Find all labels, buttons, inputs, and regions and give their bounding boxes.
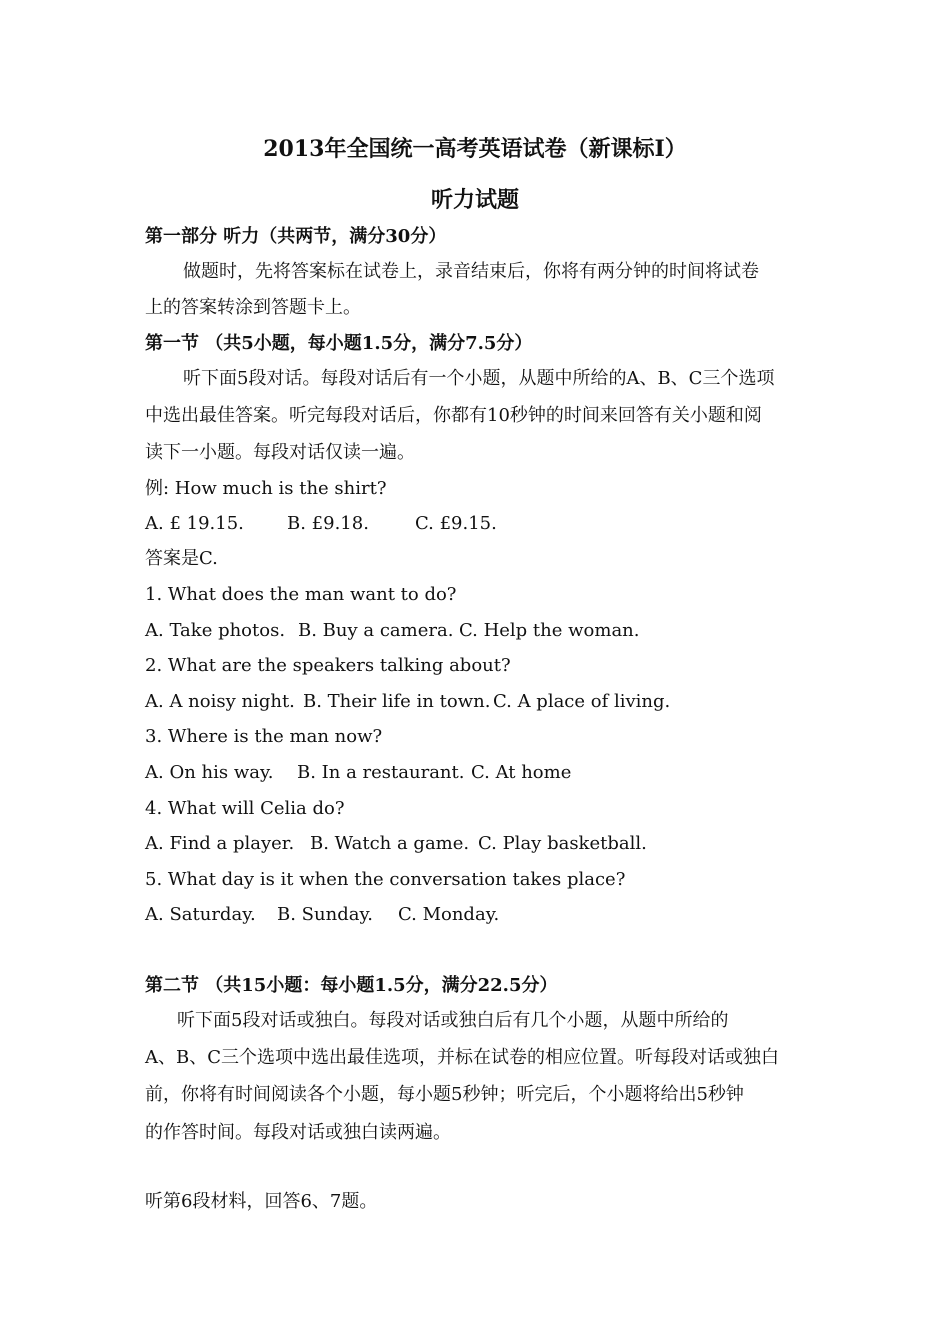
option-c: C. £9.15. — [415, 513, 497, 534]
option-c: C. Help the woman. — [459, 620, 640, 641]
option-a: A. £ 19.15. — [145, 513, 244, 534]
option-c: C. Monday. — [398, 904, 500, 925]
option-b: B. Sunday. — [277, 904, 373, 925]
option-c: C. At home — [471, 762, 572, 783]
option-a: A. Take photos. — [145, 620, 286, 641]
option-b: B. Their life in town. — [303, 691, 491, 712]
section2-instruction-line: 前，你将有时间阅读各个小题，每小题5秒钟；听完后，个小题将给出5秒钟 — [145, 1084, 744, 1105]
option-a: A. Find a player. — [145, 833, 295, 854]
option-b: B. £9.18. — [287, 513, 369, 534]
option-a: A. Saturday. — [145, 904, 256, 925]
section2-heading: 第二节 （共15小题：每小题1.5分，满分22.5分） — [145, 975, 558, 996]
page-title: 2013年全国统一高考英语试卷（新课标I） — [263, 136, 687, 162]
question-1-options — [145, 619, 810, 643]
option-c: C. A place of living. — [493, 691, 671, 712]
option-b: B. Watch a game. — [310, 833, 470, 854]
part1-heading: 第一部分 听力（共两节，满分30分） — [145, 226, 447, 247]
option-a: A. A noisy night. — [145, 691, 295, 712]
example-question: 例: How much is the shirt? — [145, 478, 387, 499]
section1-instruction-line: 中选出最佳答案。听完每段对话后，你都有10秒钟的时间来回答有关小题和阅 — [145, 405, 762, 426]
question-2-options — [145, 690, 810, 714]
section1-instruction-line: 听下面5段对话。每段对话后有一个小题，从题中所给的A、B、C三个选项 — [183, 368, 775, 389]
question-2: 2. What are the speakers talking about? — [145, 655, 511, 676]
question-5: 5. What day is it when the conversation takes place? — [145, 869, 626, 890]
question-4-options — [145, 832, 810, 856]
section1-instruction-line: 读下一小题。每段对话仅读一遍。 — [145, 442, 415, 463]
option-a: A. On his way. — [145, 762, 274, 783]
example-answer: 答案是C. — [145, 548, 218, 569]
question-3: 3. Where is the man now? — [145, 726, 383, 747]
section2-instruction-line: A、B、C三个选项中选出最佳选项，并标在试卷的相应位置。听每段对话或独白 — [145, 1047, 779, 1068]
question-5-options — [145, 903, 810, 927]
question-4: 4. What will Celia do? — [145, 798, 345, 819]
section2-instruction-line: 听下面5段对话或独白。每段对话或独白后有几个小题，从题中所给的 — [177, 1010, 729, 1031]
option-c: C. Play basketball. — [478, 833, 647, 854]
option-b: B. Buy a camera. — [298, 620, 454, 641]
question-3-options — [145, 761, 810, 785]
question-1: 1. What does the man want to do? — [145, 584, 457, 605]
option-b: B. In a restaurant. — [297, 762, 465, 783]
part1-instruction-line: 做题时，先将答案标在试卷上，录音结束后，你将有两分钟的时间将试卷 — [183, 261, 759, 282]
part1-instruction-line: 上的答案转涂到答题卡上。 — [145, 297, 361, 318]
page-subtitle: 听力试题 — [430, 187, 519, 213]
section2-instruction-line: 的作答时间。每段对话或独白读两遍。 — [145, 1122, 451, 1143]
material-note: 听第6段材料，回答6、7题。 — [145, 1191, 378, 1212]
section1-heading: 第一节 （共5小题，每小题1.5分，满分7.5分） — [145, 333, 533, 354]
example-options — [145, 512, 810, 536]
